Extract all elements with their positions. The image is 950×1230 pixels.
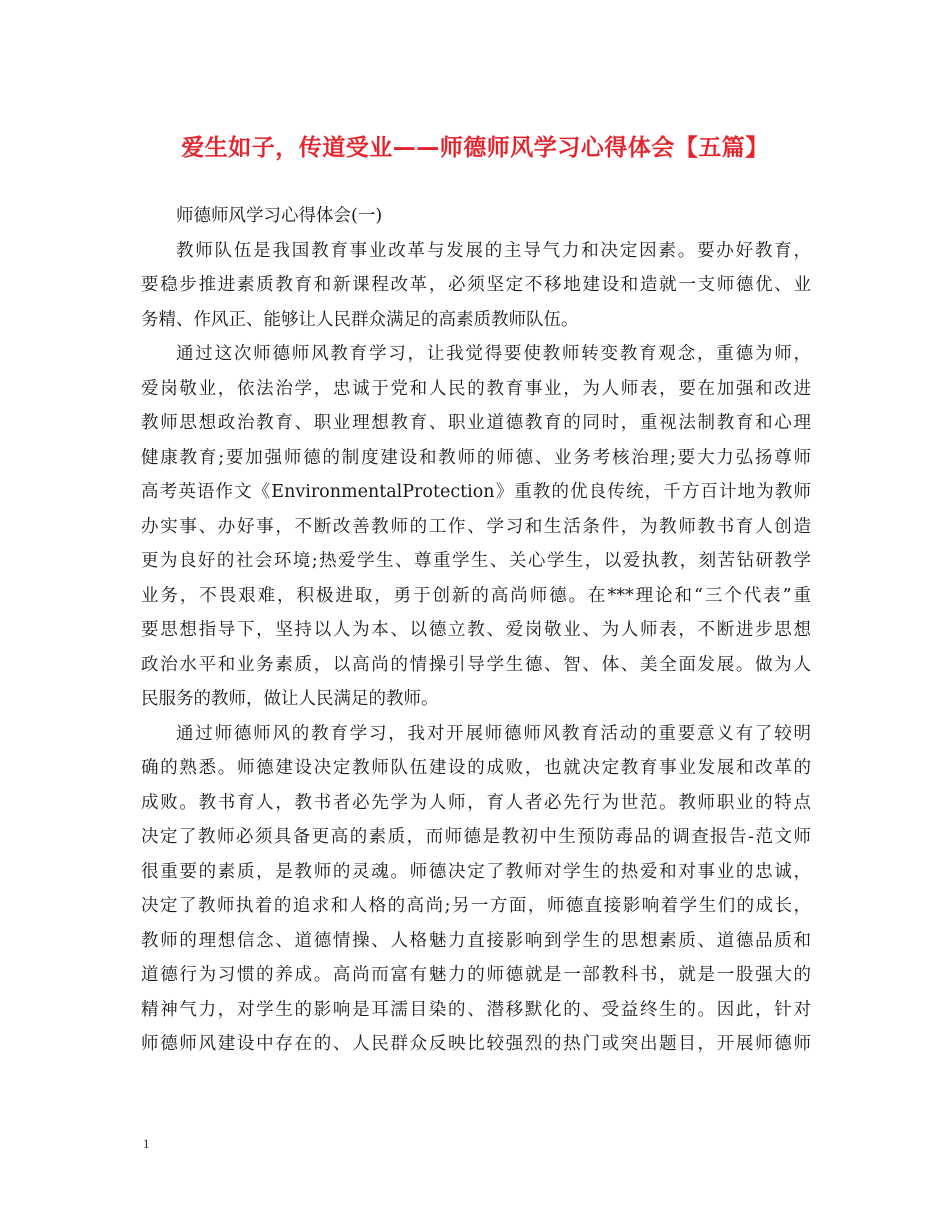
page-number: 1 — [143, 1136, 150, 1151]
text-line: 决定了教师执着的追求和人格的高尚;另一方面，师德直接影响着学生们的成长， — [141, 896, 811, 916]
text-line: 精神气力，对学生的影响是耳濡目染的、潜移默化的、受益终生的。因此，针对 — [141, 999, 811, 1020]
text-line: 要思想指导下，坚持以人为本、以德立教、爱岗敬业、为人师表，不断进步思想 — [141, 620, 811, 640]
text-line: 高考英语作文《EnvironmentalProtection》重教的优良传统，千方百计地为教师 — [141, 482, 811, 502]
text-line: 业务，不畏艰难，积极进取，勇于创新的高尚师德。在***理论和“三个代表”重 — [141, 585, 811, 606]
text-line: 通过这次师德师风教育学习，让我觉得要使教师转变教育观念，重德为师， — [176, 344, 811, 364]
text-line: 爱岗敬业，依法治学，忠诚于党和人民的教育事业，为人师表，要在加强和改进 — [141, 378, 811, 399]
page-title: 爱生如子，传道受业——师德师风学习心得体会【五篇】 — [181, 135, 769, 161]
text-line: 师德师风建设中存在的、人民群众反映比较强烈的热门或突出题目，开展师德师 — [141, 1034, 811, 1054]
text-line: 很重要的素质，是教师的灵魂。师德决定了教师对学生的热爱和对事业的忠诚， — [141, 861, 811, 882]
text-line: 通过师德师风的教育学习，我对开展师德师风教育活动的重要意义有了较明 — [176, 723, 811, 744]
text-line: 办实事、办好事，不断改善教师的工作、学习和生活条件，为教师教书育人创造 — [141, 516, 811, 537]
text-line: 要稳步推进素质教育和新课程改革，必须坚定不移地建设和造就一支师德优、业 — [141, 275, 811, 295]
text-line: 更为良好的社会环境;热爱学生、尊重学生、关心学生，以爱执教，刻苦钻研教学 — [141, 551, 811, 571]
text-line: 健康教育;要加强师德的制度建设和教师的师德、业务考核治理;要大力弘扬尊师 — [141, 447, 811, 468]
text-line: 道德行为习惯的养成。高尚而富有魅力的师德就是一部教科书，就是一股强大的 — [141, 965, 811, 985]
text-line: 教师的理想信念、道德情操、人格魅力直接影响到学生的思想素质、道德品质和 — [141, 930, 811, 951]
text-line: 民服务的教师，做让人民满足的教师。 — [141, 689, 439, 709]
text-line: 确的熟悉。师德建设决定教师队伍建设的成败，也就决定教育事业发展和改革的 — [141, 758, 811, 778]
text-line: 教师队伍是我国教育事业改革与发展的主导气力和决定因素。要办好教育， — [176, 240, 811, 261]
text-line: 政治水平和业务素质，以高尚的情操引导学生德、智、体、美全面发展。做为人 — [141, 654, 811, 675]
text-line: 务精、作风正、能够让人民群众满足的高素质教师队伍。 — [141, 309, 579, 330]
text-line: 教师思想政治教育、职业理想教育、职业道德教育的同时，重视法制教育和心理 — [141, 413, 811, 433]
document-body — [141, 199, 811, 1062]
text-line: 决定了教师必须具备更高的素质，而师德是教初中生预防毒品的调查报告-范文师 — [141, 827, 811, 847]
section-heading: 师德师风学习心得体会(一) — [176, 206, 383, 226]
text-line: 成败。教书育人，教书者必先学为人师，育人者必先行为世范。教师职业的特点 — [141, 792, 811, 813]
